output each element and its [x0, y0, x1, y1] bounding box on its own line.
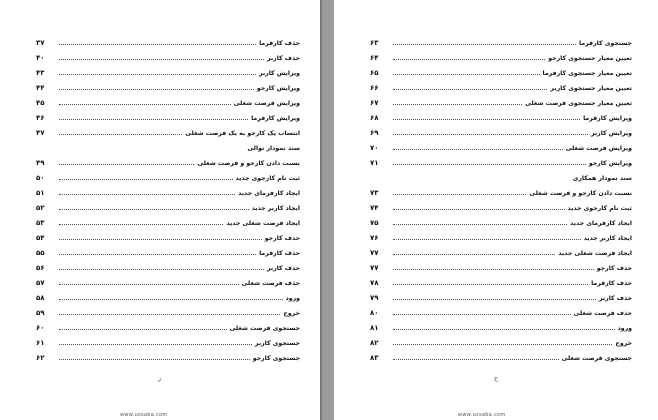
- toc-entry-label: انتساب یک کارجو به یک فرصت شغلی: [185, 130, 300, 137]
- toc-entry[interactable]: [36, 302, 300, 317]
- toc-entry[interactable]: [36, 32, 300, 47]
- page-gutter: [320, 0, 322, 420]
- right-page: [334, 0, 658, 420]
- dot-leader: [59, 164, 194, 165]
- dot-leader: [59, 344, 252, 345]
- dot-leader: [393, 134, 588, 135]
- toc-entry-page: ۵۴: [36, 234, 45, 242]
- toc-entry-page: ۶۶: [370, 84, 379, 92]
- toc-entry[interactable]: [36, 152, 300, 167]
- toc-entry[interactable]: [370, 197, 632, 212]
- toc-entry[interactable]: [370, 242, 632, 257]
- dot-leader: [59, 359, 250, 360]
- toc-entry-label: ویرایش کاربر: [258, 70, 300, 77]
- toc-entry-page: ۴۳: [36, 69, 45, 77]
- toc-entry[interactable]: [370, 227, 632, 242]
- toc-entry-page: ۵۳: [36, 219, 45, 227]
- dot-leader: [393, 59, 545, 60]
- toc-entry-label: ایجاد کاربر جدید: [583, 235, 632, 242]
- toc-entry-label: ویرایش کارفرما: [251, 115, 300, 122]
- toc-entry-label: حذف کارجو: [264, 235, 300, 242]
- dot-leader: [59, 299, 283, 300]
- toc-entry[interactable]: [370, 182, 632, 197]
- toc-entry-label: تعیین معیار جستجوی کاربر: [550, 85, 632, 92]
- toc-entry[interactable]: [36, 77, 300, 92]
- toc-entry[interactable]: [36, 272, 300, 287]
- toc-section-heading: [36, 137, 300, 152]
- toc-entry-label: ثبت نام کارجوی جدید: [235, 175, 300, 182]
- dot-leader: [59, 74, 256, 75]
- dot-leader: [393, 74, 540, 75]
- toc-entry[interactable]: [370, 62, 632, 77]
- dot-leader: [59, 254, 256, 255]
- toc-entry[interactable]: [370, 257, 632, 272]
- dot-leader: [59, 44, 256, 45]
- toc-entry-label: ویرایش فرصت شغلی: [233, 100, 300, 107]
- toc-entry-label: حذف کارفرما: [591, 280, 632, 287]
- toc-entry-page: ۶۳: [370, 39, 379, 47]
- toc-entry-page: ۸۳: [370, 354, 379, 362]
- toc-entry-label: ایجاد کاربر جدید: [251, 205, 300, 212]
- toc-entry-label: حذف کاربر: [266, 265, 300, 272]
- toc-entry-page: ۷۱: [370, 159, 379, 167]
- dot-leader: [59, 239, 262, 240]
- toc-entry-label: جستجوی فرصت شغلی: [229, 325, 300, 332]
- dot-leader: [393, 329, 615, 330]
- toc-entry[interactable]: [36, 47, 300, 62]
- toc-entry-page: ۷۴: [370, 204, 379, 212]
- dot-leader: [393, 314, 571, 315]
- toc-entry[interactable]: [370, 77, 632, 92]
- toc-entry-label: ایجاد کارفرمای جدید: [238, 190, 300, 197]
- toc-entry-page: ۸۰: [370, 309, 379, 317]
- dot-leader: [393, 44, 576, 45]
- dot-leader: [393, 299, 596, 300]
- dot-leader: [393, 149, 563, 150]
- toc-entry-label: حذف کارجو: [596, 265, 632, 272]
- dot-leader: [393, 164, 586, 165]
- toc-entry[interactable]: [36, 242, 300, 257]
- toc-entry-page: ۷۷: [370, 249, 379, 257]
- toc-entry[interactable]: [370, 287, 632, 302]
- dot-leader: [59, 269, 264, 270]
- toc-entry-label: سند نمودار همکاری: [572, 175, 632, 182]
- dot-leader: [393, 254, 555, 255]
- dot-leader: [393, 224, 567, 225]
- toc-entry-page: ۶۵: [370, 69, 379, 77]
- toc-entry-page: ۴۴: [36, 84, 45, 92]
- toc-entry-page: ۵۸: [36, 294, 45, 302]
- dot-leader: [59, 284, 239, 285]
- toc-entry-page: ۷۶: [370, 234, 379, 242]
- toc-entry[interactable]: [370, 32, 632, 47]
- toc-entry-label: خروج: [283, 310, 300, 317]
- page-footer: www.ussaba.com: [120, 412, 168, 418]
- toc-entry[interactable]: [370, 347, 632, 362]
- toc-entry-page: ۴۶: [36, 114, 45, 122]
- dot-leader: [393, 269, 594, 270]
- toc-entry-page: ۶۲: [36, 354, 45, 362]
- toc-entry[interactable]: [36, 182, 300, 197]
- toc-entry-page: ۴۹: [36, 159, 45, 167]
- dot-leader: [59, 314, 280, 315]
- page-number: ز: [158, 375, 161, 382]
- dot-leader: [393, 209, 565, 210]
- dot-leader: [393, 284, 588, 285]
- toc-entry-page: ۳۷: [36, 39, 45, 47]
- toc-entry-page: ۷۷: [370, 264, 379, 272]
- toc-entry-label: نسبت دادن کارجو و فرصت شغلی: [197, 160, 300, 167]
- toc-entry-label: ثبت نام کارجوی جدید: [567, 205, 632, 212]
- toc-entry-label: سند نمودار توالی: [247, 145, 300, 152]
- dot-leader: [59, 224, 223, 225]
- toc-entry-page: ۵۵: [36, 249, 45, 257]
- toc-entry[interactable]: [370, 332, 632, 347]
- dot-leader: [393, 89, 547, 90]
- toc-entry-label: خروج: [615, 340, 632, 347]
- toc-entry-page: ۶۴: [370, 54, 379, 62]
- toc-entry[interactable]: [36, 287, 300, 302]
- toc-entry-label: جستجوی کارجو: [252, 355, 300, 362]
- toc-entry-label: تعیین معیار جستجوی کارجو: [548, 55, 632, 62]
- toc-entry-page: ۷۳: [370, 189, 379, 197]
- toc-entry-label: حذف کارفرما: [259, 250, 300, 257]
- toc-entry-page: ۶۹: [370, 129, 379, 137]
- toc-entry-page: ۴۵: [36, 99, 45, 107]
- page-footer: www.ussaba.com: [458, 412, 506, 418]
- toc-entry[interactable]: [36, 332, 300, 347]
- toc-entry-page: ۶۰: [36, 324, 45, 332]
- dot-leader: [393, 359, 559, 360]
- dot-leader: [393, 194, 526, 195]
- toc-entry-page: ۵۶: [36, 264, 45, 272]
- toc-entry-page: ۷۵: [370, 219, 379, 227]
- toc-entry[interactable]: [36, 62, 300, 77]
- toc-entry-label: حذف فرصت شغلی: [241, 280, 300, 287]
- toc-entry-page: ۴۷: [36, 129, 45, 137]
- toc-entry-label: حذف کاربر: [598, 295, 632, 302]
- toc-entry-label: جستجوی فرصت شغلی: [561, 355, 632, 362]
- toc-entry[interactable]: [370, 47, 632, 62]
- toc-entry-page: ۵۷: [36, 279, 45, 287]
- toc-entry[interactable]: [370, 107, 632, 122]
- dot-leader: [59, 194, 235, 195]
- toc-entry-label: ویرایش کارجو: [256, 85, 300, 92]
- toc-entry-page: ۷۰: [370, 144, 379, 152]
- table-of-contents-left: [36, 32, 300, 362]
- toc-entry-label: جستجوی کاربر: [254, 340, 300, 347]
- toc-entry[interactable]: [370, 317, 632, 332]
- toc-entry-label: ویرایش فرصت شغلی: [565, 145, 632, 152]
- toc-entry-label: حذف کاربر: [266, 55, 300, 62]
- toc-entry[interactable]: [36, 122, 300, 137]
- toc-entry-label: ورود: [617, 325, 632, 332]
- toc-entry[interactable]: [370, 302, 632, 317]
- dot-leader: [59, 89, 254, 90]
- dot-leader: [59, 329, 227, 330]
- toc-entry-page: ۵۰: [36, 174, 45, 182]
- dot-leader: [393, 104, 522, 105]
- dot-leader: [393, 119, 580, 120]
- toc-entry-page: ۸۲: [370, 339, 379, 347]
- toc-entry[interactable]: [36, 167, 300, 182]
- toc-entry[interactable]: [370, 272, 632, 287]
- dot-leader: [59, 59, 264, 60]
- toc-entry-label: جستجوی کارفرما: [579, 40, 632, 47]
- toc-entry[interactable]: [370, 92, 632, 107]
- toc-entry[interactable]: [36, 212, 300, 227]
- toc-entry-page: ۵۲: [36, 204, 45, 212]
- toc-entry-label: تعیین معیار جستجوی کارفرما: [542, 70, 632, 77]
- table-of-contents-right: [370, 32, 632, 362]
- toc-entry[interactable]: [36, 227, 300, 242]
- dot-leader: [59, 209, 249, 210]
- toc-entry-page: ۶۷: [370, 99, 379, 107]
- toc-entry-label: ویرایش کاربر: [590, 130, 632, 137]
- toc-entry-page: ۵۹: [36, 309, 45, 317]
- dot-leader: [59, 104, 231, 105]
- toc-entry-label: ویرایش کارجو: [588, 160, 632, 167]
- toc-entry-page: ۶۸: [370, 114, 379, 122]
- toc-entry-page: ۵۱: [36, 189, 45, 197]
- toc-entry-label: ویرایش کارفرما: [583, 115, 632, 122]
- toc-entry-label: ایجاد کارفرمای جدید: [570, 220, 632, 227]
- toc-entry-page: ۷۹: [370, 294, 379, 302]
- toc-entry-page: ۴۰: [36, 54, 45, 62]
- toc-entry[interactable]: [370, 152, 632, 167]
- toc-entry-label: نسبت دادن کارجو و فرصت شغلی: [529, 190, 632, 197]
- toc-section-heading: [370, 167, 632, 182]
- toc-entry-label: حذف فرصت شغلی: [573, 310, 632, 317]
- toc-entry-page: ۸۱: [370, 324, 379, 332]
- page-number: ح: [494, 375, 498, 382]
- toc-entry-label: تعیین معیار جستجوی فرصت شغلی: [525, 100, 632, 107]
- toc-entry[interactable]: [370, 122, 632, 137]
- toc-entry-label: ایجاد فرصت شغلی جدید: [558, 250, 632, 257]
- dot-leader: [59, 119, 248, 120]
- toc-entry-label: ورود: [285, 295, 300, 302]
- toc-entry[interactable]: [36, 347, 300, 362]
- toc-entry[interactable]: [370, 212, 632, 227]
- toc-entry[interactable]: [36, 107, 300, 122]
- toc-entry[interactable]: [36, 197, 300, 212]
- dot-leader: [393, 239, 581, 240]
- dot-leader: [393, 344, 612, 345]
- dot-leader: [59, 134, 182, 135]
- toc-entry-label: ایجاد فرصت شغلی جدید: [226, 220, 300, 227]
- toc-entry-page: ۷۸: [370, 279, 379, 287]
- dot-leader: [59, 179, 233, 180]
- toc-entry[interactable]: [36, 92, 300, 107]
- toc-entry-label: حذف کارفرما: [259, 40, 300, 47]
- left-page: [0, 0, 320, 420]
- toc-entry[interactable]: [370, 137, 632, 152]
- toc-entry[interactable]: [36, 257, 300, 272]
- toc-entry-page: ۶۱: [36, 339, 45, 347]
- toc-entry[interactable]: [36, 317, 300, 332]
